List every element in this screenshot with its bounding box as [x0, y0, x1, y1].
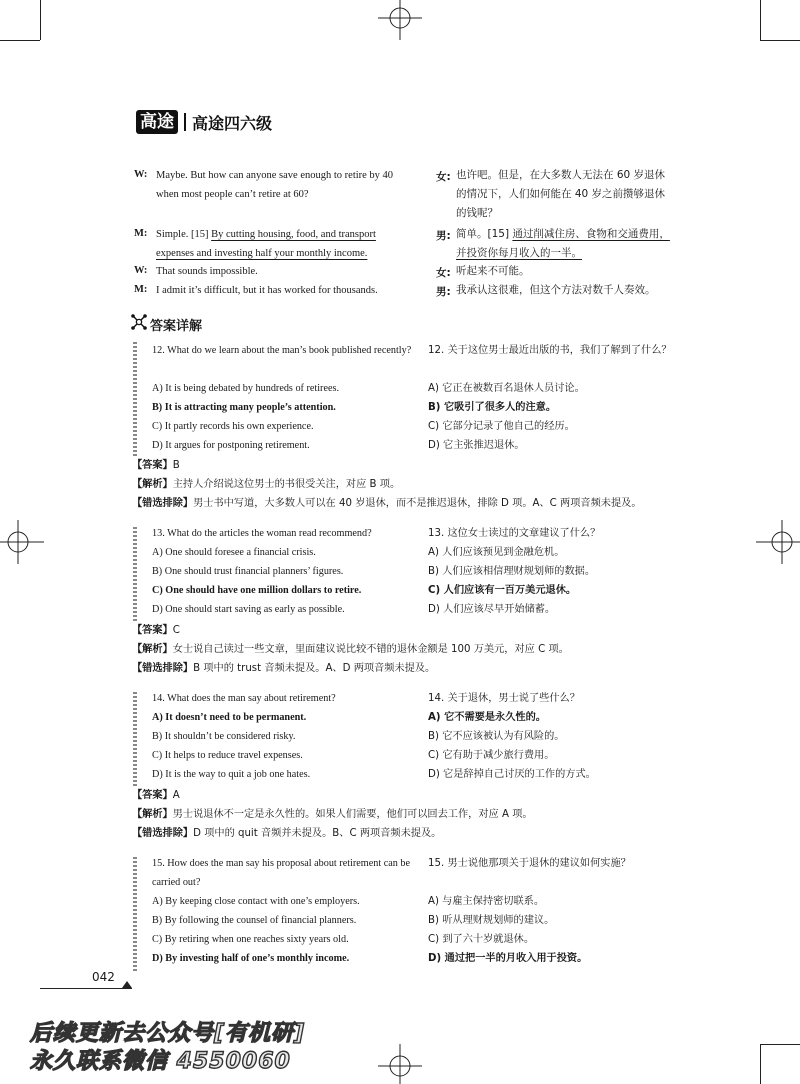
question-text-en: 15. How does the man say his proposal about retirement can be carried out? — [152, 858, 411, 888]
option-zh-correct: A) 它不需要是永久性的。 — [428, 712, 546, 723]
answer-tag: 【答案】 — [132, 625, 173, 636]
option-en: D) It argues for postponing retirement. — [152, 440, 310, 451]
analysis-tag: 【解析】 — [132, 644, 173, 655]
speaker-label: M: — [134, 228, 148, 239]
question-text-zh: 12. 关于这位男士最近出版的书，我们了解到了什么？ — [428, 345, 672, 356]
analysis-tag: 【解析】 — [132, 479, 173, 490]
answer-value: A — [172, 790, 180, 801]
dialogue-prefix: Simple. [15] — [156, 229, 212, 240]
option-zh-correct: C) 人们应该有一百万美元退休。 — [428, 585, 577, 596]
watermark-line: 永久联系微信 4550060 — [30, 1049, 291, 1074]
option-zh: D) 人们应该尽早开始储蓄。 — [428, 604, 556, 615]
registration-mark-right — [754, 512, 800, 572]
speaker-label-zh: 女: — [436, 267, 451, 279]
dialogue-line-en: Maybe. But how can anyone save enough to retire by 40 when most people can’t retire at 60? — [156, 170, 394, 200]
option-zh: C) 它部分记录了他自己的经历。 — [428, 421, 575, 432]
analysis-line — [132, 475, 692, 494]
analysis-line — [132, 640, 692, 659]
brand-logo: 高途 — [136, 110, 178, 134]
analysis-tag: 【解析】 — [132, 809, 173, 820]
dialogue-line-zh: 也许吧。但是，在大多数人无法在 60 岁退休的情况下，人们如何能在 40 岁之前攒够退休的钱呢？ — [456, 169, 666, 219]
question-side-bar — [133, 527, 137, 623]
exclusion-text: 男士书中写道，大多数人可以在 40 岁退休，而不是推迟退休，排除 D 项。A、C 两项音频未提及。 — [193, 498, 642, 509]
speaker-label: W: — [134, 265, 148, 276]
option-en-correct: D) By investing half of one’s monthly income. — [152, 953, 350, 964]
question-text-en: 12. What do we learn about the man’s book published recently? — [152, 345, 412, 356]
crop-mark — [760, 0, 761, 40]
answer-tag: 【答案】 — [132, 790, 173, 801]
dialogue-prefix: 简单。[15] — [456, 228, 513, 240]
exclusion-tag: 【错选排除】 — [132, 663, 194, 674]
brand-title: 高途四六级 — [192, 114, 273, 133]
question-text-zh: 13. 这位女士读过的文章建议了什么？ — [428, 528, 601, 539]
option-zh: A) 人们应该预见到金融危机。 — [428, 547, 565, 558]
question-text-zh: 15. 男士说他那项关于退休的建议如何实施？ — [428, 858, 631, 869]
option-en: A) It is being debated by hundreds of retirees. — [152, 383, 339, 394]
exclusion-line — [132, 659, 692, 678]
option-en: C) It partly records his own experience. — [152, 421, 314, 432]
crop-mark — [760, 1044, 761, 1084]
option-zh: C) 它有助于减少旅行费用。 — [428, 750, 555, 761]
answer-line — [132, 786, 692, 805]
option-zh: B) 它不应该被认为有风险的。 — [428, 731, 565, 742]
exclusion-line — [132, 494, 692, 513]
crop-mark — [0, 40, 40, 41]
answer-line — [132, 456, 692, 475]
dialogue-line-en: I admit it’s difficult, but it has worked for thousands. — [156, 285, 378, 296]
option-zh: D) 它是辞掉自己讨厌的工作的方式。 — [428, 769, 596, 780]
option-en-correct: C) One should have one million dollars to retire. — [152, 585, 362, 596]
option-en: C) It helps to reduce travel expenses. — [152, 750, 303, 761]
option-zh: B) 听从理财规划师的建议。 — [428, 915, 555, 926]
speaker-label-zh: 男: — [436, 230, 451, 242]
question-side-bar — [133, 692, 137, 788]
question-side-bar — [133, 342, 137, 458]
registration-mark-top — [370, 0, 430, 42]
question-text-en: 14. What does the man say about retirement? — [152, 693, 336, 704]
option-en-correct: B) It is attracting many people’s attention. — [152, 402, 336, 413]
footer-rule — [40, 988, 132, 989]
molecule-icon — [130, 313, 148, 331]
page-number: 042 — [92, 970, 115, 984]
analysis-text: 女士说自己读过一些文章，里面建议说比较不错的退休金额是 100 万美元，对应 C 项。 — [172, 644, 569, 655]
option-zh: A) 与雇主保持密切联系。 — [428, 896, 545, 907]
option-en: D) One should start saving as early as possible. — [152, 604, 345, 615]
section-title: 答案详解 — [150, 319, 203, 334]
registration-mark-bottom — [370, 1040, 430, 1084]
exclusion-tag: 【错选排除】 — [132, 828, 194, 839]
option-zh-correct: D) 通过把一半的月收入用于投资。 — [428, 953, 588, 964]
option-en: B) One should trust financial planners’ figures. — [152, 566, 344, 577]
answer-value: C — [172, 625, 180, 636]
dialogue-line-zh: 听起来不可能。 — [456, 265, 530, 277]
watermark-line: 后续更新去公众号[有机研] — [30, 1021, 306, 1046]
speaker-label-zh: 女: — [436, 171, 451, 183]
crop-mark — [760, 1044, 800, 1045]
option-zh-correct: B) 它吸引了很多人的注意。 — [428, 402, 557, 413]
dialogue-line-en: That sounds impossible. — [156, 266, 258, 277]
dialogue-line-en — [156, 225, 414, 263]
option-zh: B) 人们应该相信理财规划师的数据。 — [428, 566, 596, 577]
option-zh: D) 它主张推迟退休。 — [428, 440, 525, 451]
option-en: A) One should foresee a financial crisis. — [152, 547, 316, 558]
answer-value: B — [172, 460, 180, 471]
option-en: D) It is the way to quit a job one hates. — [152, 769, 311, 780]
key-sentence-underlined: 通过削减住房、食物和交通费用，并投资你每月收入的一半。 — [456, 228, 670, 259]
option-en: B) It shouldn’t be considered risky. — [152, 731, 296, 742]
footer-triangle-icon — [122, 981, 132, 988]
option-en: C) By retiring when one reaches sixty years old. — [152, 934, 349, 945]
answer-tag: 【答案】 — [132, 460, 173, 471]
crop-mark — [40, 0, 41, 40]
speaker-label: M: — [134, 284, 148, 295]
question-text-zh: 14. 关于退休，男士说了些什么？ — [428, 693, 580, 704]
speaker-label: W: — [134, 169, 148, 180]
answer-line — [132, 621, 692, 640]
registration-mark-left — [0, 512, 46, 572]
analysis-line — [132, 805, 692, 824]
exclusion-text: D 项中的 quit 音频并未提及。B、C 两项音频未提及。 — [193, 828, 442, 839]
analysis-text: 男士说退休不一定是永久性的。如果人们需要，他们可以回去工作，对应 A 项。 — [172, 809, 533, 820]
exclusion-text: B 项中的 trust 音频未提及。A、D 两项音频未提及。 — [193, 663, 436, 674]
question-text-en: 13. What do the articles the woman read recommend? — [152, 528, 372, 539]
option-en: B) By following the counsel of financial planners. — [152, 915, 357, 926]
exclusion-tag: 【错选排除】 — [132, 498, 194, 509]
speaker-label-zh: 男: — [436, 286, 451, 298]
dialogue-line-zh: 我承认这很难，但这个方法对数千人奏效。 — [456, 284, 656, 296]
key-sentence-underlined: By cutting housing, food, and transport expenses and investing half your monthly income. — [156, 229, 376, 259]
option-en: A) By keeping close contact with one’s employers. — [152, 896, 360, 907]
logo-divider — [184, 113, 186, 131]
question-side-bar — [133, 857, 137, 973]
option-en-correct: A) It doesn’t need to be permanent. — [152, 712, 307, 723]
analysis-text: 主持人介绍说这位男士的书很受关注，对应 B 项。 — [172, 479, 401, 490]
option-zh: A) 它正在被数百名退休人员讨论。 — [428, 383, 585, 394]
option-zh: C) 到了六十岁就退休。 — [428, 934, 535, 945]
crop-mark — [760, 40, 800, 41]
dialogue-line-zh — [456, 225, 674, 263]
exclusion-line — [132, 824, 692, 843]
